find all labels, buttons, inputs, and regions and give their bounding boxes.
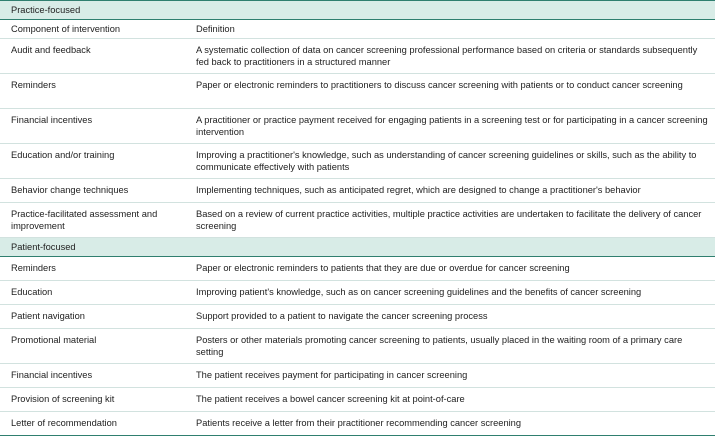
table-row <box>0 144 715 179</box>
definition-cell: The patient receives payment for participating in cancer screening <box>187 364 715 388</box>
component-cell: Reminders <box>0 74 187 109</box>
table-row <box>0 179 715 203</box>
component-cell: Behavior change techniques <box>0 179 187 203</box>
section-label: Practice-focused <box>0 1 715 20</box>
definition-cell: Paper or electronic reminders to practitioners to discuss cancer screening with patients or to conduct cancer screening <box>187 74 715 109</box>
section-row-patient <box>0 238 715 257</box>
table-row <box>0 305 715 329</box>
table-row <box>0 74 715 109</box>
section-label: Patient-focused <box>0 238 715 257</box>
section-row-practice <box>0 1 715 20</box>
component-cell: Financial incentives <box>0 364 187 388</box>
table-row <box>0 257 715 281</box>
component-cell: Provision of screening kit <box>0 388 187 412</box>
column-header-definition: Definition <box>187 20 715 39</box>
definition-cell: The patient receives a bowel cancer screening kit at point-of-care <box>187 388 715 412</box>
table-row <box>0 39 715 74</box>
definition-cell: Support provided to a patient to navigate the cancer screening process <box>187 305 715 329</box>
definition-cell: Improving patient's knowledge, such as on cancer screening guidelines and the benefits of cancer screening <box>187 281 715 305</box>
definition-cell: Patients receive a letter from their practitioner recommending cancer screening <box>187 412 715 436</box>
table-row <box>0 329 715 364</box>
definition-cell: Improving a practitioner's knowledge, such as understanding of cancer screening guidelines or skills, such as the ability to communicate effectively with patients <box>187 144 715 179</box>
definition-cell: Posters or other materials promoting cancer screening to patients, usually placed in the waiting room of a primary care setting <box>187 329 715 364</box>
definition-cell: A systematic collection of data on cancer screening professional performance based on criteria or standards subsequently fed back to practitioners in a structured manner <box>187 39 715 74</box>
definition-cell: Based on a review of current practice activities, multiple practice activities are undertaken to facilitate the delivery of cancer screening <box>187 203 715 238</box>
definition-cell: Implementing techniques, such as anticipated regret, which are designed to change a practitioner's behavior <box>187 179 715 203</box>
component-cell: Education and/or training <box>0 144 187 179</box>
component-cell: Reminders <box>0 257 187 281</box>
table-row <box>0 412 715 436</box>
definition-cell: Paper or electronic reminders to patients that they are due or overdue for cancer screening <box>187 257 715 281</box>
component-cell: Education <box>0 281 187 305</box>
component-cell: Promotional material <box>0 329 187 364</box>
component-cell: Practice-facilitated assessment and improvement <box>0 203 187 238</box>
table-header-row <box>0 20 715 39</box>
table-row <box>0 109 715 144</box>
component-cell: Audit and feedback <box>0 39 187 74</box>
definition-cell: A practitioner or practice payment received for engaging patients in a screening test or for participating in a cancer screening intervention <box>187 109 715 144</box>
column-header-component: Component of intervention <box>0 20 187 39</box>
table-row <box>0 203 715 238</box>
table-row <box>0 281 715 305</box>
table-row <box>0 364 715 388</box>
component-cell: Patient navigation <box>0 305 187 329</box>
component-cell: Financial incentives <box>0 109 187 144</box>
component-cell: Letter of recommendation <box>0 412 187 436</box>
